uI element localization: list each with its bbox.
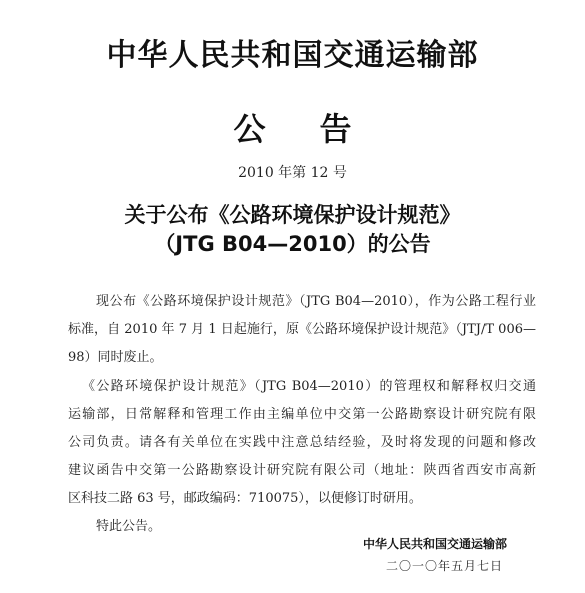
paragraph-1-line-1: 现公布《公路环境保护设计规范》（JTG B04—2010），作为公路工程行业: [96, 294, 536, 309]
document-type-char-1: 公: [233, 110, 266, 148]
paragraph-1-line-2: 标准，自 2010 年 7 月 1 日起施行，原《公路环境保护设计规范》（JTJ/T 006—: [68, 322, 536, 337]
document-type-heading: [0, 110, 585, 148]
paragraph-2-line-3: 公司负责。请各有关单位在实践中注意总结经验，及时将发现的问题和修改: [68, 435, 536, 450]
announcement-title-line-2: （JTG B04—2010）的公告: [154, 232, 431, 256]
document-type-char-2: 告: [319, 110, 352, 148]
issue-date: 二〇一〇年五月七日: [385, 559, 503, 573]
announcement-title-line-1: 关于公布《公路环境保护设计规范》: [124, 203, 461, 227]
issuer-header: 中华人民共和国交通运输部: [106, 38, 479, 73]
closing-line: 特此公告。: [96, 519, 162, 534]
paragraph-2-line-1: 《公路环境保护设计规范》（JTG B04—2010）的管理权和解释权归交通: [82, 379, 536, 394]
paragraph-2-line-5: 区科技二路 63 号，邮政编码：710075），以便修订时研用。: [68, 491, 422, 506]
paragraph-2-line-4: 建议函告中交第一公路勘察设计研究院有限公司（地址：陕西省西安市高新: [68, 463, 536, 478]
paragraph-1-line-3: 98）同时废止。: [68, 350, 163, 365]
document-number: 2010 年第 12 号: [238, 165, 347, 181]
paragraph-2-line-2: 运输部，日常解释和管理工作由主编单位中交第一公路勘察设计研究院有限: [68, 407, 536, 422]
issuer-signature: 中华人民共和国交通运输部: [362, 537, 507, 551]
